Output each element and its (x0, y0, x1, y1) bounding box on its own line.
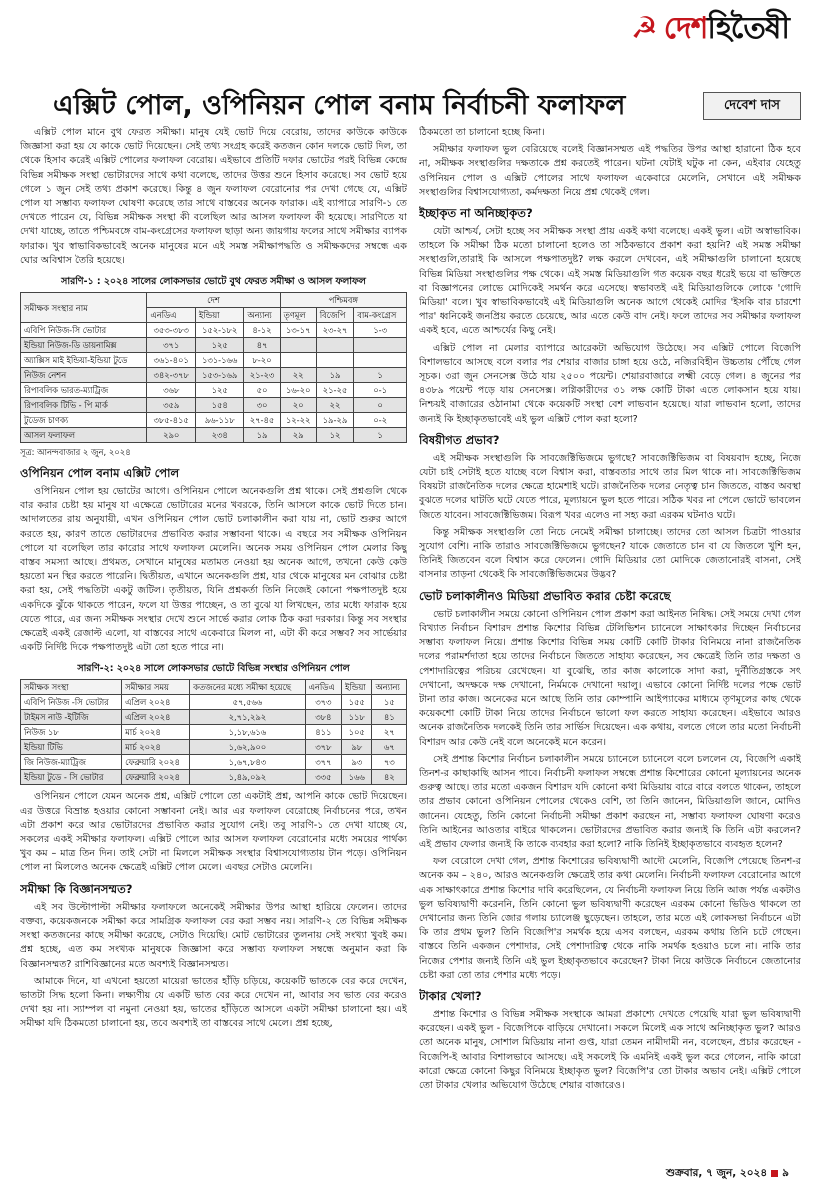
table-cell: ১ (354, 368, 407, 383)
table-cell: ১৫ (372, 695, 407, 710)
table-cell (316, 338, 354, 353)
table-cell: ৩০ (244, 398, 280, 413)
hammer-sickle-icon: ☭ (630, 11, 658, 46)
table-cell: ২১-২৫ (316, 383, 354, 398)
table-cell: ০ (354, 398, 407, 413)
table-cell: ৩৭৭ (305, 755, 341, 770)
table-cell: ২,৭১,২৯২ (190, 710, 305, 725)
table1-group-country: দেশ (147, 293, 280, 308)
paragraph: এই সব উল্টোপাল্টা সমীক্ষার ফলাফলে অনেকেই সমীক্ষার উপর আস্থা হারিয়ে ফেলেন। তাদের বক্তব্য, কয়েকজনকে সমীক্ষা করে সামগ্রিক ফলাফল বের করা সম্ভব নয়। সারণি-২ তে বিভিন্ন সমীক্ষক সংস্থা কতজনের কাছে সমীক্ষা করেছে, সেটাও দিয়েছি। মোট ভোটারের তুলনায় সেই সংখ্যা খুবই কম। প্রশ্ন হচ্ছে, এত কম সংখ্যক মানুষকে জিজ্ঞাসা করে সম্ভাব্য ফলাফল সম্বন্ধে অনুমান করা কি বিজ্ঞানসম্মত? রাশিবিজ্ঞানের মতে অবশ্যই বিজ্ঞানসম্মত। (20, 901, 407, 970)
table-cell: টাইমস নাউ -ইটিজি (21, 710, 122, 725)
table-row (21, 368, 407, 383)
table2-col-header: সমীক্ষার সময় (122, 680, 190, 695)
table-cell: ৩৭১ (147, 338, 196, 353)
table-cell: জি নিউজ-ম্যাট্রিজ (21, 755, 122, 770)
table2-body (21, 695, 407, 785)
table2-col-header: ইন্ডিয়া (342, 680, 372, 695)
table-cell: ১৬৬ (342, 770, 372, 785)
table-cell: ১,১৮,৬১৬ (190, 725, 305, 740)
table-cell: ১৩-১৭ (280, 323, 316, 338)
table-row (21, 338, 407, 353)
table-cell: ১২-২২ (280, 413, 316, 428)
table-cell: ৯৬-১১৮ (195, 413, 244, 428)
table-row (21, 353, 407, 368)
table-cell: ৫৭,৫৬৬ (190, 695, 305, 710)
table1-group-wb: পশ্চিমবঙ্গ (280, 293, 406, 308)
table2-col-header: কতজনের মধ্যে সমীক্ষা হয়েছে (190, 680, 305, 695)
table-row (21, 383, 407, 398)
table-cell: ১৯ (316, 368, 354, 383)
table1-col-header: অন্যান্য (244, 308, 280, 323)
masthead-title (664, 4, 789, 55)
table-cell: ইন্ডিয়া টুডে - সি ভোটার (21, 770, 122, 785)
table-row (21, 413, 407, 428)
opinion-poll-table (20, 679, 407, 785)
table1-col-header: বাম-কংগ্রেস (354, 308, 407, 323)
table-cell: ১,৬২,৯০০ (190, 740, 305, 755)
table-cell: ফেব্রুয়ারি ২০২৪ (122, 770, 190, 785)
table1-source: সূত্র: আনন্দবাজার ২ জুন, ২০২৪ (20, 447, 131, 458)
table-cell: ৪৭ (244, 338, 280, 353)
paragraph: সমীক্ষার ফলাফল ভুল বেরিয়েছে বলেই বিজ্ঞানসম্মত এই পদ্ধতির উপর আস্থা হারানো ঠিক হবে না, সমীক্ষক সংস্থাগুলির দক্ষতাকে প্রশ্ন করতেই পারেন। ঘটনা যেটাই ঘটুক না কেন, এইবার যেহেতু ওপিনিয়ন পোল ও এক্সিট পোলের সাথে ফলাফল একেবারে মেলেনি, সেখানে এই সমীক্ষক সংস্থাগুলির বিশ্বাসযোগ্যতা, কর্মদক্ষতা নিয়ে প্রশ্ন থেকেই গেল। (419, 144, 801, 198)
table-cell: ২২ (280, 368, 316, 383)
table1-col-header: ইন্ডিয়া (195, 308, 244, 323)
paragraph: ওপিনিয়ন পোলে যেমন অনেক প্রশ্ন, এক্সিট পোলে তো একটাই প্রশ্ন, আপনি কাকে ভোট দিয়েছেন। এর উত্তরে বিভ্রান্ত হওয়ার কোনো সম্ভাবনা নেই। আর এর ফলাফল বেরোচ্ছে নির্বাচনের পরে, তখন এটা প্রকাশ করে আর ভোটারদের প্রভাবিত করার সুযোগ নেই। তবু সারণি-১ তে দেখা যাচ্ছে যে, সকলের একই সমীক্ষার ফলাফল। এক্সিট পোলে আর আসল ফলাফল বেরোনোর মধ্যে সময়ের পার্থক্য খুব কম – মাত্র তিন দিন। তাই সেটা না মিললে সমীক্ষক সংস্থার বিশ্বাসযোগ্যতায় টান পড়ে। ওপিনিয়ন পোল না মিললেও অনেক ক্ষেত্রেই এক্সিট পোল মেলে। এবছর সেটাও মেলেনি। (20, 791, 407, 874)
table-cell-agency: আসল ফলাফল (21, 428, 147, 443)
table-cell-agency: নিউজ নেশন (21, 368, 147, 383)
table-cell: ৪২ (372, 770, 407, 785)
table-cell: ০-২ (354, 413, 407, 428)
table-cell: ২৯ (280, 428, 316, 443)
table-cell: মার্চ ২০২৪ (122, 725, 190, 740)
table-cell: ১৫২-১৮২ (195, 323, 244, 338)
table-cell-agency: রিপাবলিক টিভি - পি মার্ক (21, 398, 147, 413)
page-footer (666, 1166, 789, 1183)
paragraph: এক্সিট পোল না মেলার ব্যাপারে আরেকটা অভিযোগ উঠেছে। সব এক্সিট পোলে বিজেপি বিশালভাবে আসছে বলে বলার পর শেয়ার বাজার চাঙ্গা হয়ে ওঠে, নজিরবিহীন উচ্চতায় পৌঁছে গেল সূচক। ৩রা জুন সেনসেক্স উঠে যায় ২৫০০ পয়েন্ট। শেয়ারবাজারে লক্ষ্মী বেড়ে গেল। ৪ জুনের পর ৪৩৮৯ পয়েন্ট পড়ে যায় সেনসেক্স। লগ্নিকারীদের ৩১ লক্ষ কোটি টাকা এতে লোকসান হয়ে যায়। নিশ্চয়ই বাজারের ওঠানামা থেকে কয়েকটি সংস্থা বেশ লাভবান হয়েছে। যারা লাভবান হলো, তাদের জন্যই কি ইচ্ছাকৃতভাবেই এই ভুল এক্সিট পোল করা হলো? (419, 342, 801, 425)
paragraph: ফল বেরোলে দেখা গেল, প্রশান্ত কিশোরের ভবিষ্যদ্বাণী আদৌ মেলেনি, বিজেপি পেয়েছে তিনশ-র অনেক কম – ২৪০, আরও অনেকগুলি ক্ষেত্রেই তার কথা মেলেনি। নির্বাচনী ফলাফল বেরোনোর আগে এক সাক্ষাৎকারে প্রশান্ত কিশোর দাবি করেছিলেন, যে নির্বাচনী ফলাফল নিয়ে তিনি আজ পর্যন্ত একটাও ভুল ভবিষ্যদ্বাণী করেননি, তিনি কোনো ভুল ভবিষ্যদ্বাণী করেছেন এরকম কোনো ভিডিও থাকলে তা দেখানোর জন্য তিনি জোর গলায় চ্যালেঞ্জ ছুড়েছেন। তাহলে, তার মতে এই লোকসভা নির্বাচনে এটা কি তার প্রথম ভুল? তিনি বিজেপি'র সমর্থক হয়ে এসব বলছেন, এরকম কথায় তিনি চটে গেছেন। বাস্তবে তিনি একজন পেশাদার, সেই পেশাদারিত্ব থেকে নাকি সমর্থক হওয়াও চলে না। নাকি তার নিজের পেশার জন্যই তিনি এই ভুল ইচ্ছাকৃতভাবে করেছেন? টাকা নিয়ে কাউকে নির্বাচনে জেতানোর চেষ্টা করা তো তার পেশার মধ্যে পড়ে। (419, 856, 801, 981)
paragraph: সেই প্রশান্ত কিশোর নির্বাচন চলাকালীন সময়ে চ্যানেলে চ্যানেলে বলে চললেন যে, বিজেপি একাই তিনশ-র কাছাকাছি আসন পাবে। নির্বাচনী ফলাফল সম্বন্ধে প্রশান্ত কিশোরের কোনো মূল্যায়নের অনেক গুরুত্ব আছে। তার মতো একজন বিশারদ যদি কোনো কথা মিডিয়ায় বারে বারে বলতে থাকেন, তাহলে তার প্রভাব কোনো ওপিনিয়ন পোলের থেকেও বেশি, তা তিনি জানেন, মিডিয়াগুলি জানে, মোদিও জানেন। যেহেতু, তিনি কোনো নির্বাচনী সমীক্ষা প্রকাশ করছেন না, সম্ভাব্য ফলাফল ঘোষণা করেও তিনি আইনের আওতার বাইরে থাকলেন। ভোটারদের প্রভাবিত করার জন্যই কি তিনি এটা করলেন? এই প্রভাব ফেলার জন্যই কি তাকে ব্যবহার করা হলো? নাকি তিনিই ইচ্ছাকৃতভাবে ব্যবহৃত হলেন? (419, 753, 801, 850)
table-row (21, 710, 407, 725)
table-cell: ৩৫৯ (147, 398, 196, 413)
table-cell: ২৯০ (147, 428, 196, 443)
table-cell: ১ (354, 428, 407, 443)
table-cell: ১৫৪ (195, 398, 244, 413)
paragraph: প্রশান্ত কিশোর ও বিভিন্ন সমীক্ষক সংস্থাকে আমরা প্রকাশ্যে দেখতে পেয়েছি যারা ভুল ভবিষ্যদ্বাণী করেছেন। একই ভুল - বিজেপিকে বাড়িয়ে দেখানো। সকলে মিলেই এক সাথে অনিচ্ছাকৃত ভুল? আরও তো অনেক মানুষ, সোশাল মিডিয়ায় নানা গুপ্ত, যারা তেমন নামীদামী নন, বলেছেন, প্রচার করেছেন - বিজেপি-ই আবার বিশালভাবে আসছে। এই সকলেই কি এমনিই একই ভুল করে গেলেন, নাকি কারো কারো ক্ষেত্রে কোনো কিছুর বিনিময়ে ইচ্ছাকৃত ভুল? বিজেপি'র তো টাকার অভাব নেই। এক্সিট পোলে তো টাকার খেলার অভিযোগ উঠেছে শেয়ার বাজারেও। (419, 1008, 801, 1091)
table-cell: ৩৩৫ (305, 770, 341, 785)
table-cell: ৫০ (244, 383, 280, 398)
table-row (21, 695, 407, 710)
author-byline: দেবেশ দাস (703, 92, 801, 120)
table-row (21, 725, 407, 740)
article-headline: এক্সিট পোল, ওপিনিয়ন পোল বনাম নির্বাচনী ফলাফল (53, 90, 626, 121)
table-cell: ১-৩ (354, 323, 407, 338)
issue-date: শুক্রবার, ৭ জুন, ২০২৪ (665, 1167, 768, 1179)
table2-col-header: এনডিএ (305, 680, 341, 695)
right-column (419, 126, 801, 1158)
table-cell: ১,৬৭,৮৪৩ (190, 755, 305, 770)
table-cell: ৯৮ (342, 740, 372, 755)
table-cell: ৪১১ (305, 725, 341, 740)
table1-agency-header: সমীক্ষক সংস্থার নাম (21, 293, 147, 323)
table-cell: এপ্রিল ২০২৪ (122, 710, 190, 725)
table-cell: ১৫৩-১৬৯ (195, 368, 244, 383)
table-cell-agency: ইন্ডিয়া নিউজ-ডি ডায়নামিক্স (21, 338, 147, 353)
paragraph: এই সমীক্ষক সংস্থাগুলি কি সাবজেক্টিভিজমে ভুগছে? সাবজেক্টিভিজম বা বিষয়বাদ হচ্ছে, নিজে যেটা চাই সেটাই হতে যাচ্ছে বলে বিশ্বাস করা, বাস্তবতার সাথে তার মিল থাকে না। সাবজেক্টিভিজম বিষয়টা রাজনৈতিক দলের ক্ষেত্রে হামেশাই ঘটে। রাজনৈতিক দলের নেতৃত্ব চান জিততে, বাস্তব অবস্থা বুঝতে দলের ঘাটতি ঘটে যেতে পারে, মূল্যায়নে ভুল হতে পারে। সঠিক খবর না পেলে ভোটে ভাবলেন জিতে যাবেন। সাবজেক্টিভিজম। বিরূপ খবর এলেও না সহ্য করা এরকম ঘটনাও ঘটে। (419, 452, 801, 521)
table-cell: ১৩১-১৬৬ (195, 353, 244, 368)
table-cell: ৬৭ (372, 740, 407, 755)
table-cell: ৩৭৮ (305, 740, 341, 755)
table-cell (316, 353, 354, 368)
section-heading: ওপিনিয়ন পোল বনাম এক্সিট পোল (20, 466, 180, 481)
table1-caption: সারণি-১ : ২০২৪ সালের লোকসভার ভোটে বুথ ফেরত সমীক্ষা ও আসল ফলাফল (61, 276, 366, 288)
table-cell: নিউজ ১৮ (21, 725, 122, 740)
table-cell: ৯৩ (342, 755, 372, 770)
table-cell: ইন্ডিয়া টিভি (21, 740, 122, 755)
table-cell: ১৫৫ (342, 695, 372, 710)
table1-col-header: এনডিএ (147, 308, 196, 323)
table-cell: ৩৪২-৩৭৮ (147, 368, 196, 383)
table-cell: ২২ (316, 398, 354, 413)
paragraph: আমাকে দিনে, যা এখনো হয়তো মায়েরা ভাতের হাঁড়ি চড়িয়ে, কয়েকটি ভাতকে বের করে দেখেন, ভাতটা সিদ্ধ হলো কিনা। লক্ষ্যণীয় যে একটি ভাত বের করে দেখেন না, আবার সব ভাত বের করেও দেখা হয় না। স্যাম্পল বা নমুনা নেওয়া হয়, ভাতের হাঁড়িতে আসলে একটা সমীক্ষা চালানো হয়। এই সমীক্ষা যদি ঠিকমতো চালানো হয়, তবে অবশ্যই তা বাস্তবের সাথে মেলে। প্রশ্ন হচ্ছে, (20, 975, 407, 1030)
table-cell: ১৬-২০ (280, 383, 316, 398)
table-row (21, 740, 407, 755)
table-cell (280, 353, 316, 368)
table-cell: ১২৫ (195, 338, 244, 353)
table-cell: ৪১ (372, 710, 407, 725)
table-row (21, 398, 407, 413)
table-cell: ২৩৪ (195, 428, 244, 443)
table-cell: ৩৫৩-৩৮৩ (147, 323, 196, 338)
masthead-prefix: দেশ (663, 10, 708, 46)
table-cell-agency: এবিপি নিউজ-সি ভোটার (21, 323, 147, 338)
table-cell: ২০ (280, 398, 316, 413)
masthead (631, 8, 789, 50)
table-cell: ১০৫ (342, 725, 372, 740)
table-cell (280, 338, 316, 353)
paragraph: যেটা আশ্চর্য, সেটা হচ্ছে সব সমীক্ষক সংস্থা প্রায় একই কথা বলেছে। একই ভুল। এটা অস্বাভাবিক। তাহলে কি সমীক্ষা ঠিক মতো চালানো হলেও তা সঠিকভাবে প্রকাশ করা হয়নি? এই সমস্ত সমীক্ষা সংস্থাগুলি,তারাই কি আসলে পক্ষপাতদুষ্ট? লক্ষ করলে দেখবেন, এই সমীক্ষাগুলি চালানো হয়েছে বিভিন্ন মিডিয়া সংস্থাগুলির পক্ষ থেকে। এই সমস্ত মিডিয়াগুলি গত কয়েক বছর ধরেই ভয়ে বা ভক্তিতে বা বিজ্ঞাপনের লোভে মোদিকেই সমর্থন করে এসেছে। স্বভাবতই এই মিডিয়াগুলিকে লোকে 'গোদি মিডিয়া' বলে। খুব স্বাভাবিকভাবেই এই মিডিয়াগুলি অনেক আগে থেকেই মোদির 'ইসকি বার চারশো পার' ধ্বনিকেই জনপ্রিয় করতে চেয়েছে, আর এতে কেউ বাদ নেই। ফলে তাদের সব সমীক্ষার ফলাফল একই হবে, এতে আশ্চর্যের কিছু নেই। (419, 226, 801, 337)
paragraph: এক্সিট পোল মানে বুথ ফেরত সমীক্ষা। মানুষ যেই ভোট দিয়ে বেরোয়, তাদের কাউকে কাউকে জিজ্ঞাসা করা হয় যে কাকে ভোট দিয়েছেন। সেই তথ্য সংগ্রহ করেই কতজন কোন দলকে ভোট দিল, তা থেকে হিসাব করেই এক্সিট পোলের ফলাফল বেরোয়। এইভাবে প্রতিটি দফার ভোটের পরই বিভিন্ন কেন্দ্রে বিভিন্ন সমীক্ষক সংস্থা ভোটারদের সাথে কথা বলেছে, তাদের উত্তর শুনে হিসাব করেছে। সব ভোট হয়ে গেলে ১ জুন সেই তথ্য প্রকাশ করেছে। কিন্তু ৪ জুন ফলাফল বেরোনোর পর দেখা গেছে যে, এক্সিট পোল যা সম্ভাব্য ফলাফল ঘোষণা করেছে তার সাথে বাস্তবের অনেক ফারাক। এই ব্যাপারে সারণি-১ তে দেখতে পারেন যে, বিভিন্ন সমীক্ষক সংস্থা কী বলেছিল আর আসল ফলাফল কী হয়েছে। সারণিতে যা দেখা যাচ্ছে, তাতে পশ্চিমবঙ্গে বাম-কংগ্রেসের ফলাফল ছাড়া অন্য জায়গায় ফলের সাথে সমীক্ষার ব্যাপক ফারাক। খুব স্বাভাবিকভাবেই অনেক মানুষের মনে এই সমস্ত সমীক্ষাপদ্ধতি ও সমীক্ষকদের সম্বন্ধে এক ঘোর অবিশ্বাস তৈরি হয়েছে। (20, 127, 407, 266)
table2-col-header: অন্যান্য (372, 680, 407, 695)
table-cell: ২৭-৪৫ (244, 413, 280, 428)
table-cell-agency: অ্যাক্সিস মাই ইন্ডিয়া-ইন্ডিয়া টুডে (21, 353, 147, 368)
table-cell: ৩৬৮ (147, 383, 196, 398)
table-cell: মার্চ ২০২৪ (122, 740, 190, 755)
table2-caption: সারণি-২: ২০২৪ সালে লোকসভার ভোটে বিভিন্ন সংস্থার ওপিনিয়ন পোল (77, 663, 350, 675)
paragraph: ওপিনিয়ন পোল হয় ভোটের আগে। ওপিনিয়ন পোলে অনেকগুলি প্রশ্ন থাকে। সেই প্রশ্নগুলি থেকে বার করার চেষ্টা হয় মানুষ যা এক্ষেত্রে ভোটারের মনের খবরকে, তিনি আসলে কাকে ভোট দিতে চান। আদালতের রায় অনুযায়ী, এখন ওপিনিয়ন পোল ভোট চলাকালীন করা যায় না, ভোট শুরুর আগে করতে হয়, কারণ তাতে ভোটারদের প্রভাবিত করার সম্ভাবনা থাকে। এ বছরে সব সমীক্ষক ওপিনিয়ন পোলে যা বলেছিল তার কারোর সাথে ফলাফল মেলেনি। অনেক সময় ওপিনিয়ন পোল মেলার কিছু বাস্তব সমস্যা আছে। প্রথমত, সেখানে মানুষের মতামত নেওয়া হয় অনেক আগে, তখনো কেউ কেউ হয়তো মন স্থির করতে পারেনি। দ্বিতীয়ত, এখানে অনেকগুলি প্রশ্ন, যার থেকে মানুষের মন বোঝার চেষ্টা করা হয়, সেই পদ্ধতিটা একটু জটিল। তৃতীয়ত, যিনি প্রশ্নকর্তা তিনি নিজেই কোনো পক্ষপাতদুষ্ট হয়ে একদিকে ঝুঁকে থাকতে পারেন, ফলে যা উত্তর পাচ্ছেন, ও তা বুঝে যা লিখছেন, তার মধ্যে ফারাক হয়ে যেতে পারে, এর জন্য সমীক্ষক সংস্থার দেখে শুনে সার্ভে করার লোক ঠিক করা দরকার। কিন্তু সব সংস্থার ক্ষেত্রেই একই রেজাল্ট এলো, যা বাস্তবের সাথে একেবারে মিলল না, এটা কী করে সম্ভব? সব সার্ভেয়ার একটি নির্দিষ্ট দিকে পক্ষপাতদুষ্ট এটা তো হতে পারে না। (20, 486, 407, 654)
table-cell: এবিপি নিউজ -সি ভোটার (21, 695, 122, 710)
footer-square-icon (771, 1170, 778, 1177)
table-cell: ১৯-২৯ (316, 413, 354, 428)
table-cell: ১১৮ (342, 710, 372, 725)
table-cell: ১,৪৯,০৯২ (190, 770, 305, 785)
table-cell: ৩৮৫-৪১৫ (147, 413, 196, 428)
table-cell: এপ্রিল ২০২৪ (122, 695, 190, 710)
table-row (21, 755, 407, 770)
table-cell: ৭৩ (372, 755, 407, 770)
table-cell: ০-১ (354, 383, 407, 398)
table1-col-header: তৃণমূল (280, 308, 316, 323)
table-cell: ৮-২০ (244, 353, 280, 368)
table-cell: ২১-২৩ (244, 368, 280, 383)
section-heading: সমীক্ষা কি বিজ্ঞানসম্মত? (20, 881, 133, 896)
table-cell: ১৯ (244, 428, 280, 443)
table-cell: ২৩-২৭ (316, 323, 354, 338)
table-cell-agency: টুডেজ চাণক্য (21, 413, 147, 428)
table-cell: ৪-১২ (244, 323, 280, 338)
table-cell-agency: রিপাবলিক ভারত-ম্যাট্রিজ (21, 383, 147, 398)
table-row (21, 323, 407, 338)
table-cell: ফেব্রুয়ারি ২০২৪ (122, 755, 190, 770)
exit-poll-table (20, 292, 407, 443)
left-column (20, 126, 407, 1158)
table-cell: ৩৬১-৪০১ (147, 353, 196, 368)
table1-body (21, 323, 407, 443)
section-heading: ভোট চলাকালীনও মিডিয়া প্রভাবিত করার চেষ্টা করেছে (419, 588, 671, 603)
table2-header-row (21, 680, 407, 695)
table-cell: ১২৫ (195, 383, 244, 398)
table-cell (354, 338, 407, 353)
paragraph: কিন্তু সমীক্ষক সংস্থাগুলি তো নিচে নেমেই সমীক্ষা চালাচ্ছে। তাদের তো আসল চিত্রটা পাওয়ার সুযোগ বেশি। নাকি তারাও সাবজেক্টিভিজমে ভুগছেন? যাকে জেতাতে চান বা যে জিতলে খুশি হন, তিনিই জিতবেন বলে বিশ্বাস করে ফেলেন। গোদি মিডিয়ার তো মোদিকে জেতানোরই বাসনা, সেই বাসনার তাড়না থেকেই কি সাবজেক্টিভিজমের উদ্ভব? (419, 526, 801, 581)
table2-col-header: সমীক্ষক সংস্থা (21, 680, 122, 695)
table-cell: ২৭ (372, 725, 407, 740)
table-cell: ৩৭৩ (305, 695, 341, 710)
section-heading: টাকার খেলা? (419, 988, 482, 1003)
table-row (21, 770, 407, 785)
section-heading: ইচ্ছাকৃত না অনিচ্ছাকৃত? (419, 206, 533, 221)
table-cell: ৩৮৪ (305, 710, 341, 725)
masthead-suffix: হিতৈষী (707, 10, 789, 46)
paragraph: ঠিকমতো তা চালানো হচ্ছে কিনা। (419, 127, 545, 138)
table-cell: ১২ (316, 428, 354, 443)
table-row (21, 428, 407, 443)
section-heading: বিষয়ীগত প্রভাব? (419, 432, 500, 447)
table1-col-header: বিজেপি (316, 308, 354, 323)
table-cell (354, 353, 407, 368)
page-number: ৯ (782, 1167, 789, 1179)
paragraph: ভোট চলাকালীন সময়ে কোনো ওপিনিয়ন পোল প্রকাশ করা আইনত নিষিদ্ধ। সেই সময়ে দেখা গেল বিখ্যাত নির্বাচন বিশারদ প্রশান্ত কিশোর বিভিন্ন টেলিভিশন চ্যানেলে সাক্ষাৎকার দিচ্ছেন নির্বাচনের সম্ভাব্য ফলাফল নিয়ে। প্রশান্ত কিশোর বিভিন্ন সময় কোটি কোটি টাকার বিনিময়ে নানা রাজনৈতিক দলের পরামর্শদাতা হয়ে তাদের নির্বাচনে জিততে সাহায্য করেছেন, সব ক্ষেত্রেই তিনি তার দক্ষতা ও পেশাদারিত্বের পরিচয় রেখেছেন। যা বুঝেছি, তার কাজ কালোকে সাদা করা, দুর্নীতিগ্রস্তকে সৎ দেখানো, অদক্ষকে দক্ষ দেখানো, নির্মমকে দেখানো দয়ালু। এভাবে কোনো নির্দিষ্ট দলের পক্ষে ভোট টানা তার কাজ। অনেকের মনে আছে তিনি তার কোম্পানি আইপ্যাকের মাধ্যমে তৃণমূলের কাছ থেকে কয়েকশো কোটি টাকা নিয়ে তাদের নির্বাচনে ভালো ফল করতে সাহায্য করেছেন। এইভাবে আরও অনেক রাজনৈতিক দলকেই তিনি তার সার্ভিস দিয়েছেন। এক কথায়, বলতে গেলে তার মতো নির্বাচনী বিশারদ আর কেউ নেই বলে অনেকেই মনে করেন। (419, 608, 801, 748)
